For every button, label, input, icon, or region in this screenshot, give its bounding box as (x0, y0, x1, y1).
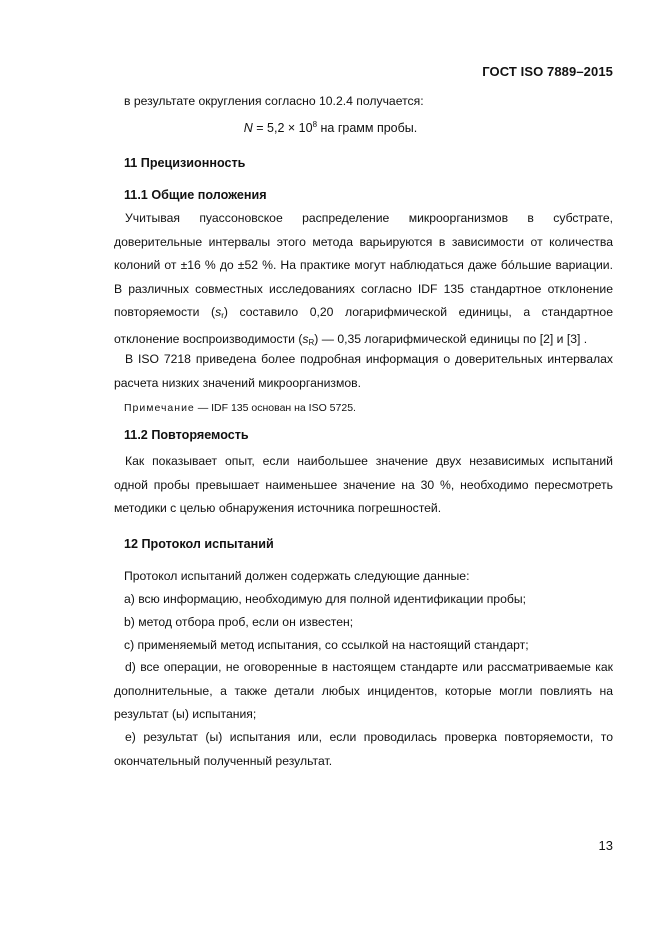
formula-exponent: 8 (312, 120, 318, 129)
note (124, 402, 356, 414)
list-item-a: а) всю информацию, необходимую для полной идентификации пробы; (124, 592, 526, 606)
list-item-c: с) применяемый метод испытания, со ссылкой на настоящий стандарт; (124, 638, 529, 652)
symbol-s-R: s (302, 331, 309, 346)
list-item-e: е) результат (ы) испытания или, если проводилась проверка повторяемости, то окончательный полученный результат. (114, 730, 613, 768)
paragraph-text-b: ) составило 0,20 логарифмической единицы, а стандартное отклонение воспроизводимости ( (114, 305, 613, 346)
formula-equation: = 5,2 × 10 (252, 121, 313, 135)
list-item-d: d) все операции, не оговоренные в настоящем стандарте или рассматриваемые как дополнительные, а также детали любых инцидентов, которые могли повлиять на результат (ы) испытания; (114, 660, 613, 721)
note-label: Примечание (124, 402, 195, 414)
section-11-1-paragraph-1 (114, 207, 613, 354)
intro-line: в результате округления согласно 10.2.4 получается: (124, 94, 424, 108)
section-12-title: 12 Протокол испытаний (124, 537, 274, 551)
subscript-r: r (221, 311, 224, 320)
section-11-title: 11 Прецизионность (124, 156, 246, 170)
formula (0, 120, 661, 135)
document-code: ГОСТ ISO 7889–2015 (482, 64, 613, 79)
symbol-s-r: s (215, 305, 222, 319)
page-number: 13 (598, 838, 613, 853)
list-item-b: b) метод отбора проб, если он известен; (124, 615, 354, 629)
note-text: — IDF 135 основан на ISO 5725. (194, 402, 356, 414)
paragraph-text-c: ) — 0,35 логарифмической единицы по [2] и [3] . (314, 331, 588, 346)
section-11-1-paragraph-2: В ISO 7218 приведена более подробная информация о доверительных интервалах расчета низких значений микроорганизмов. (114, 352, 613, 390)
section-11-2-paragraph: Как показывает опыт, если наибольшее значение двух независимых испытаний одной пробы превышает наименьшее значение на 30 %, необходимо пересмотреть методики с целью обнаружения источника погрешностей. (114, 454, 613, 515)
formula-tail: на грамм пробы. (317, 121, 418, 135)
section-12-intro: Протокол испытаний должен содержать следующие данные: (124, 569, 470, 583)
subscript-R: R (308, 337, 315, 347)
formula-variable: N (243, 121, 253, 135)
paragraph-text-a: Учитывая пуассоновское распределение микроорганизмов в субстрате, доверительные интервалы этого метода варьируются в зависимости от количества колоний от ±16 % до ±52 %. На практике могут наблюдаться даже бóльшие вариации. В различных совместных исследованиях согласно IDF 135 стандартное отклонение повторяемости ( (114, 211, 613, 319)
section-11-2-title: 11.2 Повторяемость (124, 428, 249, 442)
section-11-1-title: 11.1 Общие положения (124, 188, 267, 202)
